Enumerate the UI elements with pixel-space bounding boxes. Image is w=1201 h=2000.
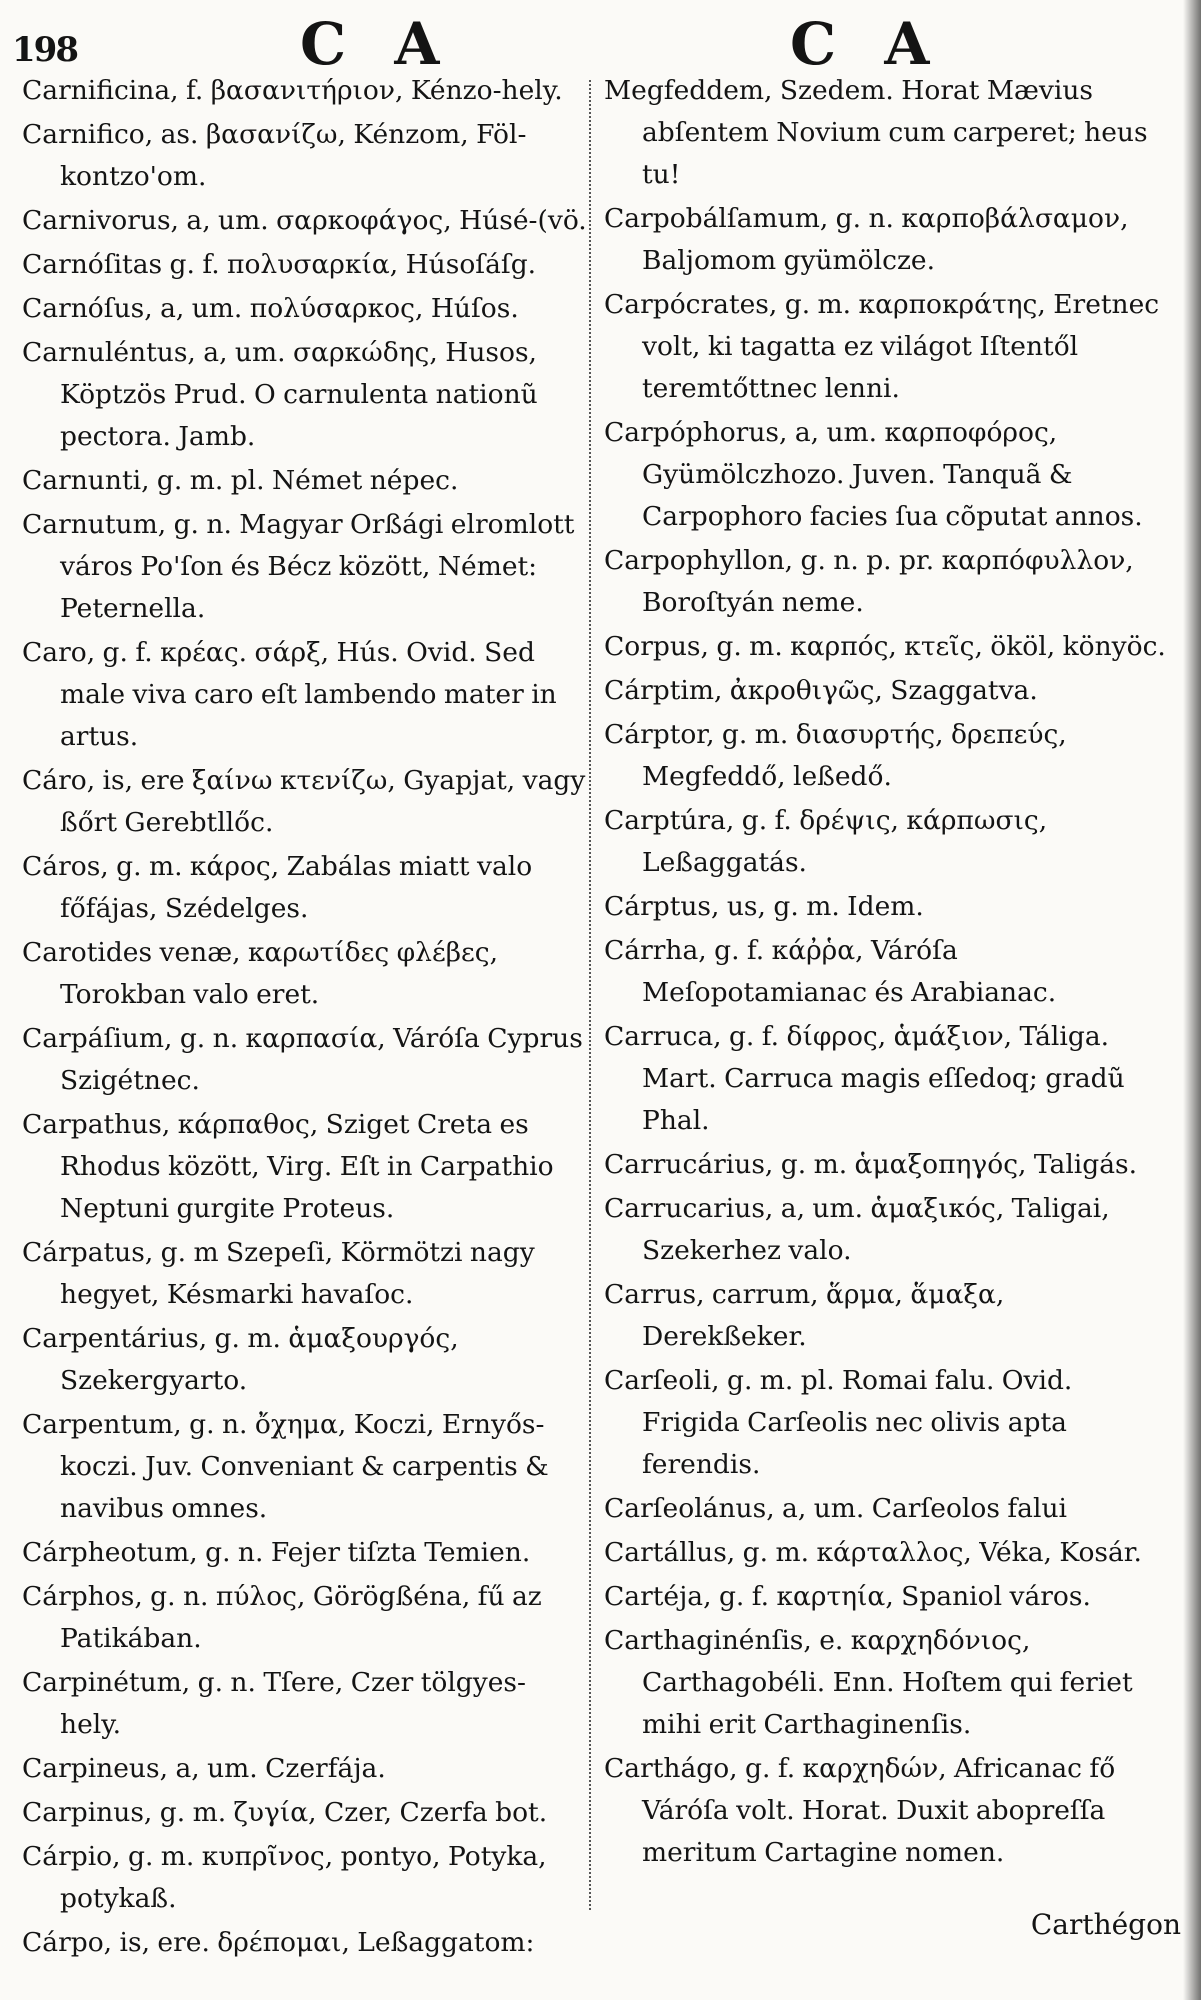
dictionary-entry: Caro, g. f. κρέας. σάρξ, Hús. Ovid. Sed male viva caro eſt lambendo mater in artus.	[22, 637, 557, 752]
dictionary-entry: Carpinus, g. m. ζυγία, Czer, Czerfa bot.	[22, 1797, 548, 1828]
dictionary-entry: Carſeolánus, a, um. Carſeolos falui	[604, 1493, 1067, 1524]
dictionary-entry: Cáros, g. m. κάρος, Zabálas miatt valo főfájas, Szédelges.	[22, 851, 533, 924]
page-edge-shadow	[1183, 0, 1201, 2000]
dictionary-entry: Carptúra, g. f. δρέψις, κάρπωσις, Leßaggatás.	[604, 805, 1048, 878]
dictionary-entry: Carnifico, as. βασανίζω, Kénzom, Föl-kontzo'om.	[22, 119, 527, 192]
running-head-left: C A	[300, 10, 454, 78]
dictionary-entry: Cáro, is, ere ξαίνω κτενίζω, Gyapjat, vagy ßőrt Gerebtllőc.	[22, 765, 586, 838]
right-column	[604, 70, 1176, 1876]
dictionary-entry: Carpentum, g. n. ὄχημα, Koczi, Ernyős-koczi. Juv. Conveniant & carpentis & navibus omnes.	[22, 1409, 549, 1524]
dictionary-entry: Cárptus, us, g. m. Idem.	[604, 891, 924, 922]
dictionary-entry: Carrucarius, a, um. ἁμαξικός, Taligai, Szekerhez valo.	[604, 1193, 1110, 1266]
dictionary-entry: Cartéja, g. f. καρτηία, Spaniol város.	[604, 1581, 1091, 1612]
column-divider	[589, 80, 591, 1910]
dictionary-entry: Cárptor, g. m. διασυρτής, δρεπεύς, Megfeddő, leßedő.	[604, 719, 1067, 792]
catchword: Carthégon	[1030, 1908, 1181, 1941]
dictionary-entry: Carotides venæ, καρωτίδες φλέβες, Torokban valo eret.	[22, 937, 499, 1010]
dictionary-entry: Carpineus, a, um. Czerfája.	[22, 1753, 386, 1784]
dictionary-entry: Carnivorus, a, um. σαρκοφάγος, Húsé-(vö.	[22, 205, 587, 236]
dictionary-entry: Carpócrates, g. m. καρποκράτης, Eretnec volt, ki tagatta ez világot Iſtentől teremtőttnec lenni.	[604, 289, 1160, 404]
left-column	[22, 70, 587, 1966]
dictionary-entry: Carpóphorus, a, um. καρποφόρος, Gyümölczhozo. Juven. Tanquã & Carpophoro facies ſua cõputat annos.	[604, 417, 1143, 532]
dictionary-entry: Carrus, carrum, ἅρμα, ἅμαξα, Derekßeker.	[604, 1279, 1005, 1352]
dictionary-entry: Carnificina, f. βασανιτήριον, Kénzo-hely.	[22, 75, 563, 106]
dictionary-entry: Carrucárius, g. m. ἁμαξοπηγός, Taligás.	[604, 1149, 1138, 1180]
dictionary-entry: Carpobálſamum, g. n. καρποβάλσαμον, Baljomom gyümölcze.	[604, 203, 1129, 276]
dictionary-entry: Carnóſitas g. f. πολυσαρκία, Húsoſáſg.	[22, 249, 537, 280]
dictionary-entry: Carnóſus, a, um. πολύσαρκος, Húſos.	[22, 293, 519, 324]
dictionary-entry: Corpus, g. m. καρπός, κτεῖς, ököl, könyöc.	[604, 631, 1166, 662]
dictionary-entry: Carthágo, g. f. καρχηδών, Africanac fő Váróſa volt. Horat. Duxit abopreſſa meritum Cartagine nomen.	[604, 1753, 1116, 1868]
dictionary-entry: Carnunti, g. m. pl. Német népec.	[22, 465, 459, 496]
dictionary-entry: Cárptim, ἀκροθιγῶς, Szaggatva.	[604, 675, 1038, 706]
dictionary-entry: Carpentárius, g. m. ἁμαξουργός, Szekergyarto.	[22, 1323, 459, 1396]
dictionary-entry: Carpáſium, g. n. καρπασία, Váróſa Cyprus Szigétnec.	[22, 1023, 583, 1096]
dictionary-entry: Carnutum, g. n. Magyar Orßági elromlott város Po'ſon és Bécz között, Német: Peternella.	[22, 509, 575, 624]
running-head-right: C A	[790, 10, 944, 78]
dictionary-entry: Carthaginénſis, e. καρχηδόνιος, Carthagobéli. Enn. Hoſtem qui feriet mihi erit Carthaginenſis.	[604, 1625, 1133, 1740]
dictionary-entry: Cárpo, is, ere. δρέπομαι, Leßaggatom:	[22, 1927, 535, 1958]
dictionary-entry: Cartállus, g. m. κάρταλλος, Véka, Kosár.	[604, 1537, 1142, 1568]
dictionary-entry: Megfeddem, Szedem. Horat Mævius abſentem Novium cum carperet; heus tu!	[604, 75, 1148, 190]
dictionary-entry: Cárrha, g. f. κάῤῥα, Váróſa Meſopotamianac és Arabianac.	[604, 935, 1057, 1008]
dictionary-entry: Carruca, g. f. δίφρος, ἁμάξιον, Táliga. Mart. Carruca magis eſſedoq; gradũ Phal.	[604, 1021, 1125, 1136]
dictionary-entry: Carpathus, κάρπαθος, Sziget Creta es Rhodus között, Virg. Eſt in Carpathio Neptuni gurgite Proteus.	[22, 1109, 554, 1224]
dictionary-entry: Cárpatus, g. m Szepeſi, Körmötzi nagy hegyet, Késmarki havaſoc.	[22, 1237, 535, 1310]
dictionary-entry: Cárpio, g. m. κυπρῖνος, pontyo, Potyka, potykaß.	[22, 1841, 547, 1914]
dictionary-entry: Carpophyllon, g. n. p. pr. καρπόφυλλον, Boroſtyán neme.	[604, 545, 1134, 618]
page-number: 198	[12, 30, 77, 70]
dictionary-entry: Carnuléntus, a, um. σαρκώδης, Husos, Köptzös Prud. O carnulenta nationũ pectora. Jamb.	[22, 337, 538, 452]
dictionary-entry: Carpinétum, g. n. Tſere, Czer tölgyes-hely.	[22, 1667, 526, 1740]
dictionary-entry: Cárphos, g. n. πύλος, Görögßéna, fű az Patikában.	[22, 1581, 542, 1654]
dictionary-entry: Cárpheotum, g. n. Fejer tiſzta Temien.	[22, 1537, 531, 1568]
dictionary-entry: Carſeoli, g. m. pl. Romai falu. Ovid. Frigida Carſeolis nec olivis apta ferendis.	[604, 1365, 1073, 1480]
